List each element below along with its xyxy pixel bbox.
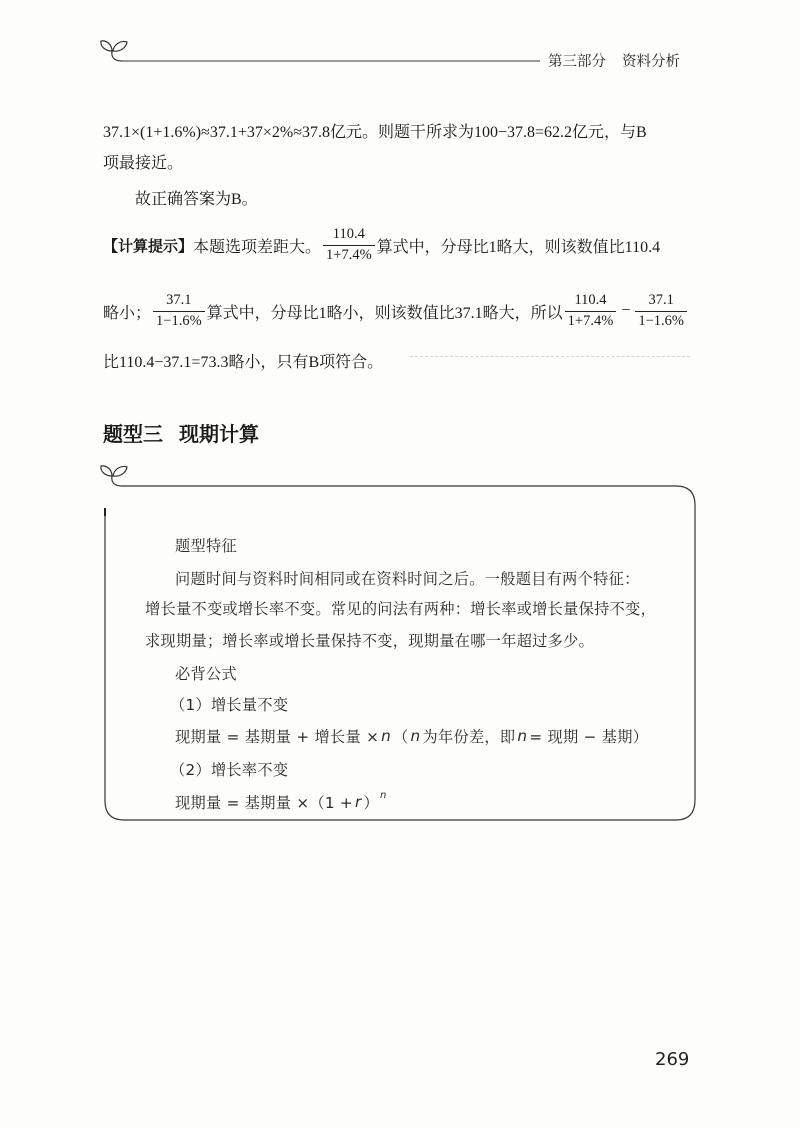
fraction-denominator: 1−1.6% xyxy=(156,312,202,329)
formula-text: 为年份差，即 xyxy=(422,727,516,746)
body-text: 求现期量；增长率或增长量保持不变，现期量在哪一年超过多少。 xyxy=(145,631,595,650)
answer-text: 故正确答案为B。 xyxy=(135,190,258,208)
tip-text: 略小； xyxy=(103,304,152,322)
header-part: 第三部分 xyxy=(548,53,606,70)
formula-text: = 现期 − 基期） xyxy=(529,727,649,746)
body-text: 增长量不变或增长率不变。常见的问法有两种：增长率或增长量保持不变， xyxy=(145,599,657,618)
features-line xyxy=(145,593,656,623)
tip-line-3 xyxy=(103,340,383,380)
formula-variable: r xyxy=(354,793,362,811)
fraction-denominator: 1+7.4% xyxy=(567,312,614,329)
formula-variable: n xyxy=(381,727,392,745)
features-heading xyxy=(175,530,237,560)
fraction-numerator: 110.4 xyxy=(565,292,617,311)
box-sprout-icon xyxy=(101,466,127,486)
page-number xyxy=(655,1045,689,1073)
solution-line-2 xyxy=(103,141,183,181)
tip-line-1 xyxy=(103,225,660,265)
formula-1 xyxy=(175,721,648,751)
minus-sign: − xyxy=(621,302,631,319)
sprout-leaf-left xyxy=(101,466,112,476)
fraction-numerator: 110.4 xyxy=(323,226,375,245)
fraction xyxy=(153,292,205,330)
solution-line-1 xyxy=(103,110,647,150)
header-subject: 资料分析 xyxy=(622,53,680,70)
tip-line-2 xyxy=(103,291,689,331)
sprout-leaf-right xyxy=(113,41,127,51)
formula-text: 现期量 = 基期量 ×（1 + xyxy=(175,793,353,812)
features-line xyxy=(145,625,594,655)
solution-text: 37.1×(1+1.6%)≈37.1+37×2%≈37.8亿元。则题干所求为100−37.8=62.2亿元，与B xyxy=(103,123,647,141)
section-number: 题型三 xyxy=(103,421,163,446)
formula-text: ） xyxy=(363,793,380,812)
tip-conclusion: 比110.4−37.1=73.3略小，只有B项符合。 xyxy=(103,353,384,371)
formula-variable: n xyxy=(517,727,528,745)
tip-intro: 本题选项差距大。 xyxy=(193,238,322,256)
heading-text: 题型特征 xyxy=(175,536,237,555)
fraction xyxy=(635,292,687,330)
sprout-leaf-right xyxy=(113,466,127,476)
formula-2 xyxy=(175,787,387,817)
header-sprout-icon xyxy=(101,41,127,61)
sprout-stem xyxy=(112,476,122,486)
sprout-leaf-left xyxy=(101,41,112,51)
section-heading xyxy=(103,412,259,452)
fraction xyxy=(323,226,375,264)
formula-text: （ xyxy=(393,727,409,746)
case-2-label xyxy=(170,754,288,784)
body-text: 问题时间与资料时间相同或在资料时间之后。一般题目有两个特征： xyxy=(175,569,640,588)
formula-exponent: n xyxy=(380,789,387,801)
features-line xyxy=(175,563,640,593)
sprout-stem xyxy=(112,51,122,61)
fraction xyxy=(565,292,617,330)
fraction-numerator: 37.1 xyxy=(635,292,687,311)
running-header xyxy=(548,48,680,72)
case-text: （2）增长率不变 xyxy=(170,760,289,779)
case-1-label xyxy=(170,689,288,719)
formula-heading xyxy=(175,658,237,688)
faint-scan-rule xyxy=(410,356,690,357)
fraction-denominator: 1+7.4% xyxy=(326,246,372,263)
case-text: （1）增长量不变 xyxy=(170,695,289,714)
tip-text: 算式中，分母比1略大，则该数值比110.4 xyxy=(376,238,661,256)
formula-variable: n xyxy=(410,727,421,745)
tip-label: 【计算提示】 xyxy=(103,236,194,255)
fraction-denominator: 1−1.6% xyxy=(638,312,684,329)
section-title: 现期计算 xyxy=(179,421,259,446)
tip-text: 算式中，分母比1略小，则该数值比37.1略大，所以 xyxy=(206,304,563,322)
heading-text: 必背公式 xyxy=(175,664,237,683)
page-number-text: 269 xyxy=(655,1048,690,1070)
formula-text: 现期量 = 基期量 + 增长量 × xyxy=(175,727,380,746)
answer-line xyxy=(135,177,258,217)
fraction-numerator: 37.1 xyxy=(153,292,205,311)
solution-text: 项最接近。 xyxy=(103,154,184,172)
